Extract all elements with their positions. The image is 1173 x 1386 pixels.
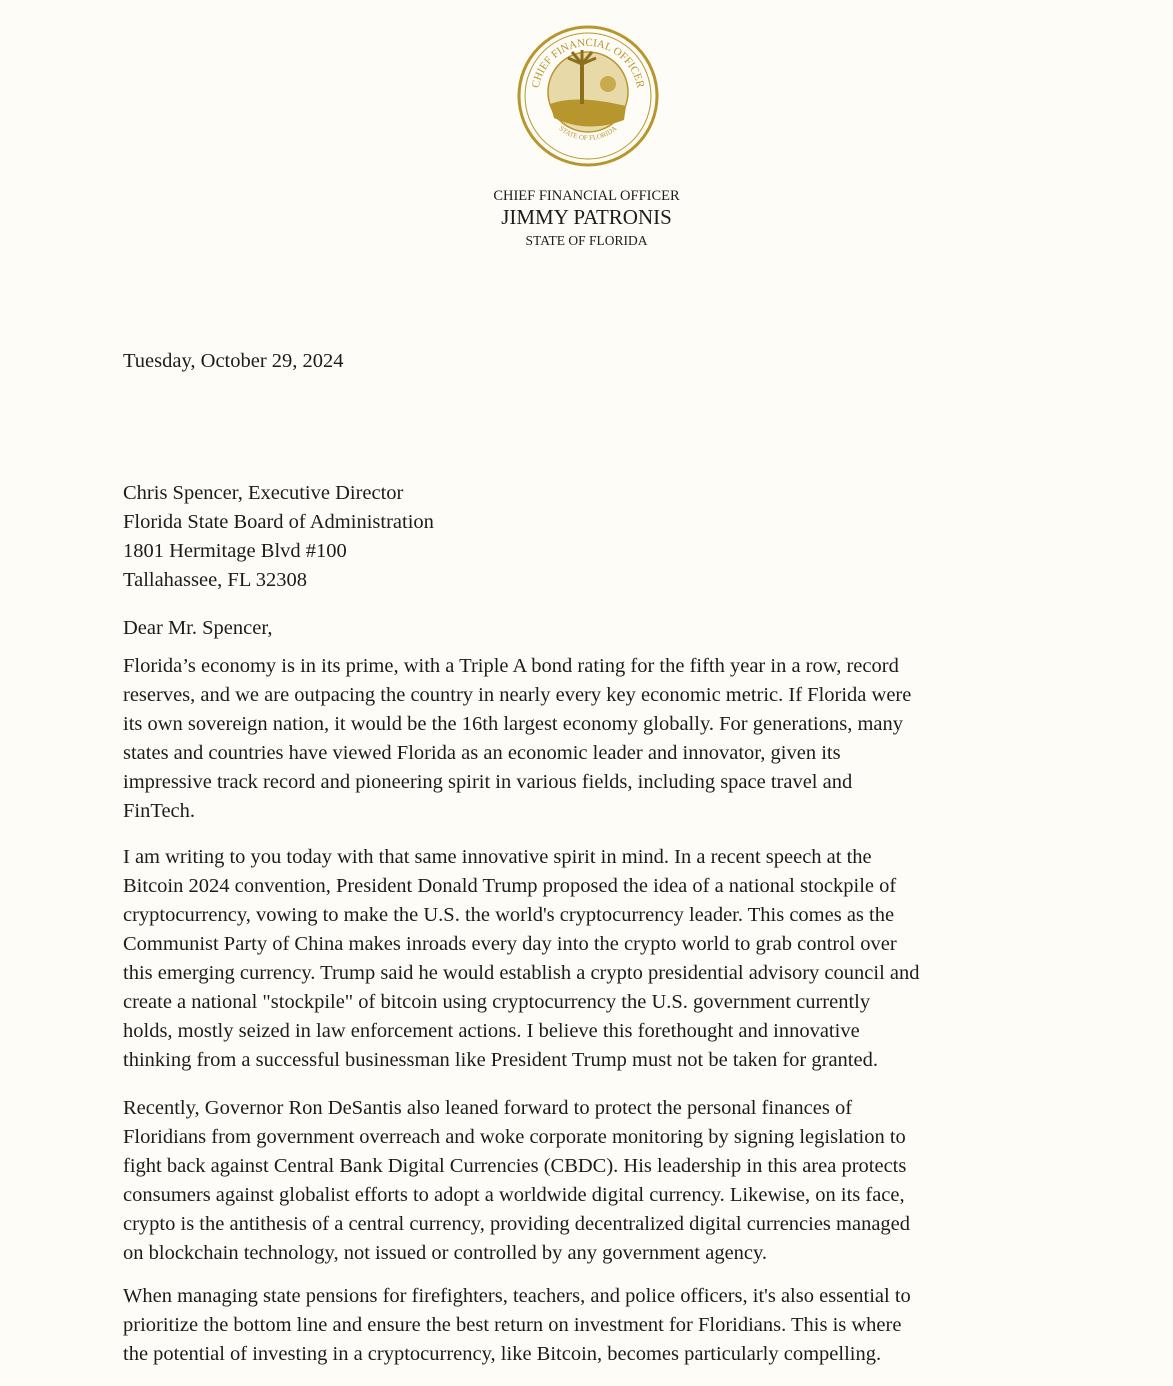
paragraph-line: states and countries have viewed Florida as an economic leader and innovator, given its — [123, 742, 841, 764]
paragraph-line: crypto is the antithesis of a central currency, providing decentralized digital currencies managed — [123, 1213, 911, 1235]
svg-text:CHIEF FINANCIAL OFFICER: CHIEF FINANCIAL OFFICER — [529, 36, 647, 90]
paragraph-4 — [123, 1282, 911, 1369]
paragraph-line: FinTech. — [123, 800, 196, 822]
paragraph-line: thinking from a successful businessman like President Trump must not be taken for granted. — [123, 1049, 878, 1071]
paragraph-2 — [123, 843, 920, 1075]
letterhead-state: STATE OF FLORIDA — [525, 233, 648, 248]
paragraph-line: impressive track record and pioneering spirit in various fields, including space travel and — [123, 771, 853, 793]
paragraph-3 — [123, 1094, 910, 1268]
paragraph-line: on blockchain technology, not issued or controlled by any government agency. — [123, 1242, 768, 1264]
paragraph-line: its own sovereign nation, it would be the 16th largest economy globally. For generations, many — [123, 713, 904, 735]
address-line: Tallahassee, FL 32308 — [123, 569, 307, 591]
address-line: Chris Spencer, Executive Director — [123, 482, 404, 504]
paragraph-line: cryptocurrency, vowing to make the U.S. the world's cryptocurrency leader. This comes as the — [123, 904, 895, 926]
paragraph-line: Florida’s economy is in its prime, with a Triple A bond rating for the fifth year in a row, record — [123, 655, 899, 677]
salutation: Dear Mr. Spencer, — [123, 617, 273, 639]
letter-date: Tuesday, October 29, 2024 — [123, 350, 344, 372]
paragraph-line: this emerging currency. Trump said he would establish a crypto presidential advisory council and — [123, 962, 920, 984]
recipient-address — [123, 479, 434, 595]
paragraph-line: Communist Party of China makes inroads every day into the crypto world to grab control over — [123, 933, 897, 955]
paragraph-line: consumers against globalist efforts to adopt a worldwide digital currency. Likewise, on its face, — [123, 1184, 905, 1206]
paragraph-line: I am writing to you today with that same innovative spirit in mind. In a recent speech at the — [123, 846, 872, 868]
address-line: Florida State Board of Administration — [123, 511, 434, 533]
svg-text:STATE OF FLORIDA: STATE OF FLORIDA — [557, 124, 619, 143]
paragraph-line: Recently, Governor Ron DeSantis also leaned forward to protect the personal finances of — [123, 1097, 853, 1119]
letterhead-title: CHIEF FINANCIAL OFFICER — [493, 188, 680, 204]
paragraph-line: Bitcoin 2024 convention, President Donald Trump proposed the idea of a national stockpile of — [123, 875, 897, 897]
paragraph-line: prioritize the bottom line and ensure the best return on investment for Floridians. This is where — [123, 1314, 902, 1336]
letterhead-name: JIMMY PATRONIS — [501, 205, 672, 229]
paragraph-line: holds, mostly seized in law enforcement actions. I believe this forethought and innovative — [123, 1020, 860, 1042]
cfo-seal-logo — [516, 24, 660, 168]
paragraph-line: the potential of investing in a cryptocurrency, like Bitcoin, becomes particularly compelling. — [123, 1343, 882, 1365]
paragraph-line: Floridians from government overreach and woke corporate monitoring by signing legislation to — [123, 1126, 906, 1148]
paragraph-line: fight back against Central Bank Digital Currencies (CBDC). His leadership in this area protects — [123, 1155, 907, 1177]
address-line: 1801 Hermitage Blvd #100 — [123, 540, 347, 562]
paragraph-1 — [123, 652, 911, 826]
paragraph-line: reserves, and we are outpacing the country in nearly every key economic metric. If Florida were — [123, 684, 912, 706]
paragraph-line: When managing state pensions for firefighters, teachers, and police officers, it's also essential to — [123, 1285, 911, 1307]
paragraph-line: create a national "stockpile" of bitcoin using cryptocurrency the U.S. government currently — [123, 991, 871, 1013]
